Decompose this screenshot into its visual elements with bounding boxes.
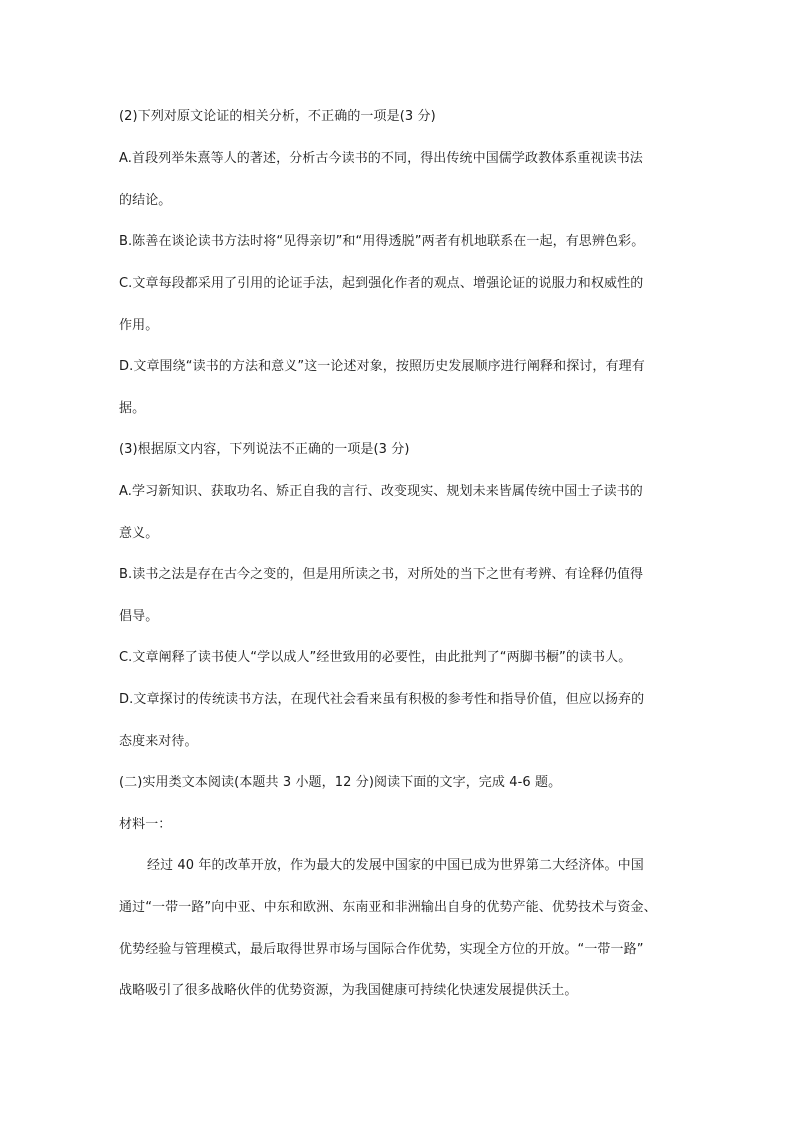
question-3-option-a-cont: 意义。 (119, 526, 159, 541)
passage-line: 战略吸引了很多战略伙伴的优势资源，为我国健康可持续化快速发展提供沃土。 (119, 983, 578, 998)
question-2-option-a: A.首段列举朱熹等人的著述，分析古今读书的不同，得出传统中国儒学政教体系重视读书法 (119, 151, 643, 166)
question-3-option-b-cont: 倡导。 (119, 609, 159, 624)
question-2-option-b: B.陈善在谈论读书方法时将“见得亲切”和“用得透脱”两者有机地联系在一起，有思辨色彩。 (119, 234, 645, 249)
question-3-option-a: A.学习新知识、获取功名、矫正自我的言行、改变现实、规划未来皆属传统中国士子读书的 (119, 484, 643, 499)
question-3-option-d: D.文章探讨的传统读书方法，在现代社会看来虽有积极的参考性和指导价值，但应以扬弃的 (119, 692, 645, 707)
passage-line: 通过“一带一路”向中亚、中东和欧洲、东南亚和非洲输出自身的优势产能、优势技术与资金、 (119, 900, 657, 915)
question-2-stem: (2)下列对原文论证的相关分析，不正确的一项是(3 分) (119, 109, 436, 124)
section-heading: (二)实用类文本阅读(本题共 3 小题，12 分)阅读下面的文字，完成 4-6 题。 (119, 775, 562, 790)
question-2-option-d-cont: 据。 (119, 401, 146, 416)
passage-line: 优势经验与管理模式，最后取得世界市场与国际合作优势，实现全方位的开放。“一带一路” (119, 942, 644, 957)
question-3-option-d-cont: 态度来对待。 (119, 734, 198, 749)
question-2-option-d: D.文章围绕“读书的方法和意义”这一论述对象，按照历史发展顺序进行阐释和探讨，有理有 (119, 359, 645, 374)
question-2-option-c-cont: 作用。 (119, 318, 159, 333)
question-2-option-a-cont: 的结论。 (119, 193, 172, 208)
question-2-option-c: C.文章每段都采用了引用的论证手法，起到强化作者的观点、增强论证的说服力和权威性的 (119, 276, 644, 291)
question-3-stem: (3)根据原文内容，下列说法不正确的一项是(3 分) (119, 442, 410, 457)
question-3-option-c: C.文章阐释了读书使人“学以成人”经世致用的必要性，由此批判了“两脚书橱”的读书人。 (119, 650, 632, 665)
material-label: 材料一： (119, 817, 172, 832)
passage-line: 经过 40 年的改革开放，作为最大的发展中国家的中国已成为世界第二大经济体。中国 (147, 858, 644, 873)
question-3-option-b: B.读书之法是存在古今之变的，但是用所读之书，对所处的当下之世有考辨、有诠释仍值得 (119, 567, 644, 582)
